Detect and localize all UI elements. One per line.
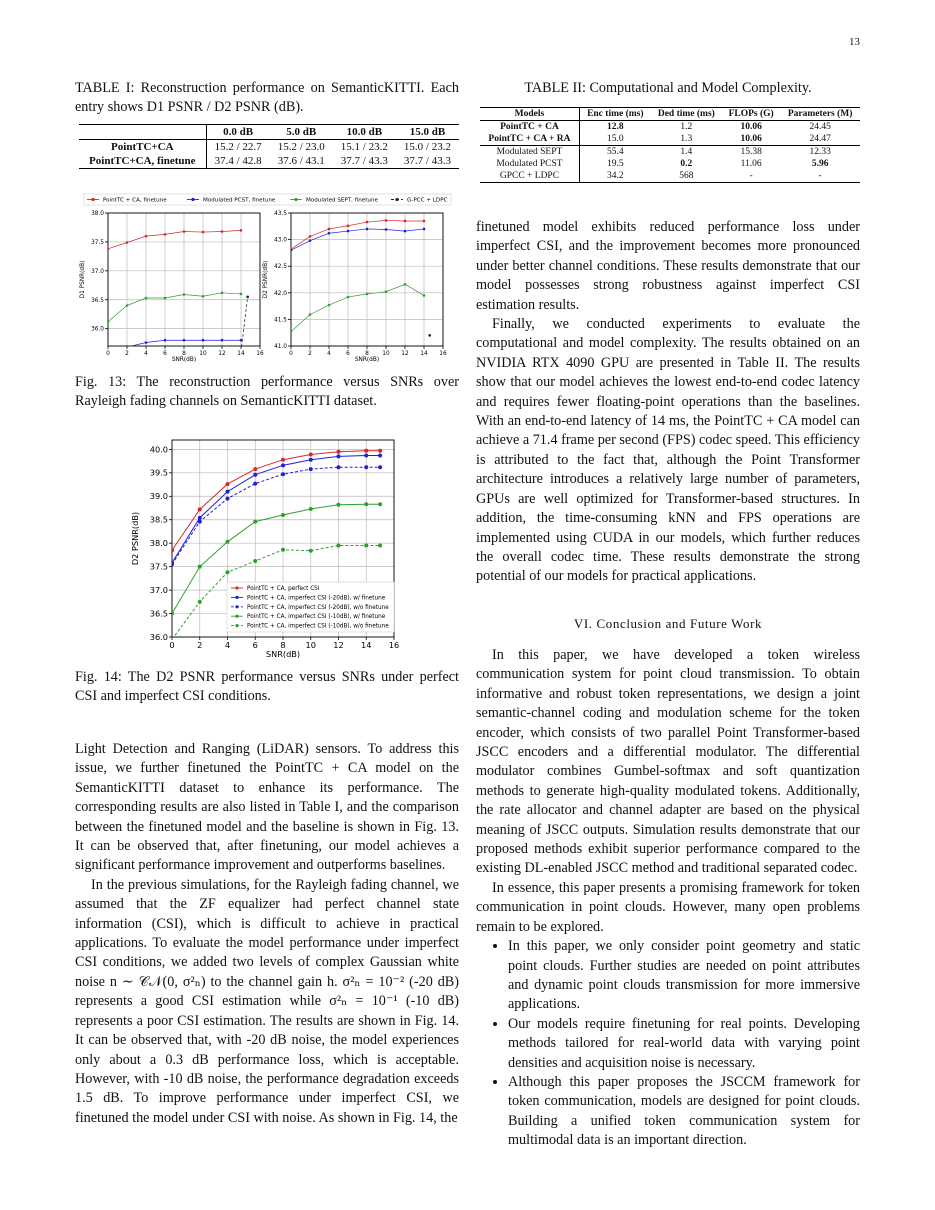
data-point	[378, 449, 382, 453]
data-point	[378, 465, 382, 469]
data-point	[404, 220, 407, 223]
x-tick-label: 8	[280, 640, 286, 651]
x-axis-label: SNR(dB)	[171, 357, 197, 363]
legend-item	[231, 624, 389, 630]
list-item: • In this paper, we only consider point geometry and static point clouds. Further studies are needed on point attributes and dynamic point clouds transmission for more immersive applications.	[508, 937, 860, 1015]
table-row	[79, 140, 459, 155]
data-point	[226, 540, 230, 544]
table2-cell: Modulated PCST	[480, 158, 579, 170]
data-point	[347, 230, 350, 233]
data-point	[385, 219, 388, 222]
data-point	[281, 548, 285, 552]
table2-cell: Modulated SEPT	[480, 146, 579, 159]
table1-cell: 37.7 / 43.3	[403, 155, 451, 167]
x-tick-label: 12	[218, 350, 226, 357]
table1-header	[79, 125, 206, 140]
legend-label: PointTC + CA, imperfect CSI (-20dB), w/ finetune	[247, 595, 386, 602]
data-point	[404, 230, 407, 233]
data-point	[202, 339, 205, 342]
table-row	[480, 133, 860, 146]
x-tick-label: 16	[439, 350, 447, 357]
data-point	[309, 458, 313, 462]
table2-cell: 5.96	[811, 159, 829, 169]
x-tick-label: 4	[327, 350, 331, 357]
table2-cell: PointTC + CA + RA	[480, 133, 579, 146]
series-line	[108, 293, 241, 322]
data-point	[423, 220, 426, 223]
table1-cell: 15.0 / 23.2	[403, 141, 451, 153]
table2-cell: GPCC + LDPC	[480, 170, 579, 183]
x-tick-label: 6	[163, 350, 167, 357]
table-row	[480, 146, 860, 159]
data-point	[337, 544, 341, 548]
x-tick-label: 10	[199, 350, 207, 357]
data-point	[423, 228, 426, 231]
series-line	[291, 284, 424, 331]
fig13-right-plot	[263, 211, 447, 363]
y-tick-label: 42.5	[274, 264, 287, 271]
x-tick-label: 0	[289, 350, 293, 357]
data-point	[385, 290, 388, 293]
data-point	[378, 544, 382, 548]
table2-cell: 12.8	[606, 122, 624, 132]
x-axis-label: SNR(dB)	[265, 649, 301, 658]
table2-cell: -	[749, 171, 753, 181]
section-title: VI. Conclusion and Future Work	[573, 616, 763, 631]
y-axis-label: D2 PSNR(dB)	[263, 260, 269, 299]
table2-cell: 11.06	[740, 159, 762, 169]
page-number: 13	[849, 36, 860, 48]
data-point	[183, 339, 186, 342]
data-point	[107, 248, 110, 251]
data-point	[309, 239, 312, 242]
data-point	[309, 313, 312, 316]
table2-header: FLOPs (G)	[728, 109, 774, 119]
table2-header: Enc time (ms)	[587, 109, 644, 119]
table2-cell: 19.5	[606, 159, 624, 169]
data-point	[253, 520, 257, 524]
data-point	[364, 453, 368, 457]
data-point	[347, 224, 350, 227]
data-point	[253, 473, 257, 477]
paragraph: Finally, we conducted experiments to evaluate the computational and model complexity. The results obtained on an NVIDIA RTX 4090 GPU are presented in Table II. The results show that our model achieves the lowest end-to-end codec latency and requires fewer floating-point operations than the baselines. With an end-to-end latency of 14 ms, the PointTC + CA model can achieve a 71.4 frame per second (FPS) codec speed. This efficiency is attributed to the fact that, although the Point Transformer architecture introduces a relatively large number of parameters, GPUs are well optimized for Transformer-based structures. In addition, the time-consuming kNN and FPS operations are implemented using CUDA in our models, which further reduces the overall codec time. These results demonstrate the strong potential of our models for practical applications.	[476, 316, 860, 585]
data-point	[107, 320, 110, 323]
y-tick-label: 38.5	[149, 514, 168, 525]
x-tick-label: 0	[169, 640, 175, 651]
y-tick-label: 36.5	[149, 608, 168, 619]
right-body-text	[476, 218, 860, 587]
x-tick-label: 0	[106, 350, 110, 357]
data-point	[337, 465, 341, 469]
table-row	[79, 154, 459, 169]
table2-cell: 12.33	[809, 147, 831, 157]
paragraph: In the previous simulations, for the Rayleigh fading channel, we assumed that the ZF equalizer had perfect channel state information (CSI), which is difficult to achieve in practical applications. To evaluate the model performance under imperfect CSI conditions, we added two levels of complex Gaussian white noise n ∼ 𝒞𝒩(0, σ²ₙ) to the channel gain h. σ²ₙ = 10⁻² (-20 dB) represents a good CSI estimation while σ²ₙ = 10⁻¹ (-10 dB) represents a poor CSI estimation. The results are shown in Fig. 14. It can be observed that, with -20 dB noise, the model experiences only about a 0.3 dB performance loss, which is acceptable. However, with -10 dB noise, the performance degradation exceeds 1.5 dB. To improve performance under imperfect CSI, we finetuned the model under CSI with noise. As shown in Fig. 14, the	[75, 876, 459, 1126]
data-point	[164, 339, 167, 342]
y-tick-label: 41.5	[274, 317, 287, 324]
y-tick-label: 42.0	[274, 290, 287, 297]
conclusion-text	[476, 646, 860, 1151]
series-group	[107, 229, 249, 353]
x-tick-label: 14	[420, 350, 428, 357]
x-tick-label: 8	[365, 350, 369, 357]
table2-header: Ded time (ms)	[657, 109, 715, 119]
x-tick-label: 2	[125, 350, 129, 357]
legend-marker	[294, 198, 297, 201]
data-point	[366, 293, 369, 296]
data-point	[364, 544, 368, 548]
data-point	[240, 229, 243, 232]
fig13-legend	[84, 194, 451, 205]
table2-cell: 568	[679, 171, 694, 181]
data-point	[378, 453, 382, 457]
data-point	[170, 548, 174, 552]
table2-cell: PointTC + CA	[480, 121, 579, 134]
data-point	[202, 231, 205, 234]
data-point	[183, 293, 186, 296]
x-tick-label: 12	[401, 350, 409, 357]
legend-marker	[91, 198, 94, 201]
series-line	[172, 451, 380, 550]
data-point	[328, 304, 331, 307]
data-point	[226, 570, 230, 574]
table2-cell: 55.4	[606, 147, 624, 157]
series-line	[291, 220, 424, 249]
x-tick-label: 2	[308, 350, 312, 357]
data-point	[366, 221, 369, 224]
y-tick-label: 38.0	[91, 211, 104, 218]
legend-marker	[395, 198, 398, 201]
x-tick-label: 2	[197, 640, 203, 651]
data-point	[364, 465, 368, 469]
data-point	[364, 502, 368, 506]
series-line	[108, 340, 241, 350]
fig14-legend	[227, 582, 394, 632]
legend-label: Modulated PCST, finetune	[203, 197, 276, 204]
bullet-list	[476, 937, 860, 1150]
data-point	[145, 297, 148, 300]
legend-marker	[235, 615, 238, 618]
data-point	[183, 230, 186, 233]
table1-cell: 37.7 / 43.3	[340, 155, 388, 167]
data-point	[221, 292, 224, 295]
y-tick-label: 43.0	[274, 237, 287, 244]
data-point	[378, 502, 382, 506]
paragraph: Light Detection and Ranging (LiDAR) sensors. To address this issue, we further finetuned the PointTC + CA model on the SemanticKITTI dataset to enhance its performance. The corresponding results are also listed in Table I, and the comparison between the finetuned model and the baseline is shown in Fig. 13. It can be observed that, after finetuning, our model achieves a significant performance improvement and outperforms baselines.	[75, 741, 459, 874]
legend-marker	[235, 596, 238, 599]
x-tick-label: 16	[256, 350, 264, 357]
table-row	[480, 158, 860, 170]
series-line	[108, 230, 241, 249]
y-tick-label: 37.0	[91, 268, 104, 275]
legend-label: G-PCC + LDPC	[407, 197, 448, 204]
y-tick-label: 41.0	[274, 344, 287, 351]
data-point	[423, 294, 426, 297]
legend-item	[231, 595, 386, 601]
legend-label: Modulated SEPT, finetune	[306, 197, 378, 204]
data-point	[170, 562, 174, 566]
table1-caption: TABLE I: Reconstruction performance on SemanticKITTI. Each entry shows D1 PSNR / D2 PSNR (dB).	[75, 80, 459, 115]
y-tick-label: 39.0	[149, 491, 168, 502]
data-point	[164, 297, 167, 300]
series-line	[172, 455, 380, 562]
data-point	[281, 458, 285, 462]
series-line	[241, 297, 248, 352]
data-point	[198, 516, 202, 520]
data-point	[428, 334, 431, 337]
series-group	[290, 219, 431, 337]
data-point	[126, 304, 129, 307]
fig13-chart	[75, 193, 459, 363]
data-point	[145, 235, 148, 238]
list-item: • Our models require finetuning for real points. Developing methods tailored for real-world data with varying point densities and acquisition noise is necessary.	[508, 1015, 860, 1073]
data-point	[309, 467, 313, 471]
y-tick-label: 36.0	[91, 326, 104, 333]
data-point	[385, 228, 388, 231]
table1-cell: 37.4 / 42.8	[214, 155, 262, 167]
table1-cell: 15.2 / 22.7	[214, 141, 262, 153]
data-point	[404, 283, 407, 286]
x-tick-label: 14	[361, 640, 372, 651]
legend-label: PointTC + CA, imperfect CSI (-10dB), w/o finetune	[247, 623, 389, 630]
table2-header: Parameters (M)	[787, 109, 853, 119]
data-point	[202, 295, 205, 298]
y-tick-label: 36.5	[91, 297, 104, 304]
y-tick-label: 37.5	[91, 239, 104, 246]
fig13-left-plot	[80, 211, 264, 363]
data-point	[309, 549, 313, 553]
legend-marker	[235, 605, 238, 608]
legend-label: PointTC + CA, perfect CSI	[247, 585, 320, 592]
data-point	[145, 341, 148, 344]
data-point	[281, 513, 285, 517]
data-point	[198, 600, 202, 604]
x-tick-label: 6	[346, 350, 350, 357]
table1-header: 5.0 dB	[286, 126, 317, 138]
table2	[480, 107, 860, 183]
x-tick-label: 4	[144, 350, 148, 357]
fig14-chart	[127, 436, 467, 658]
table1-cell: 15.2 / 23.0	[277, 141, 325, 153]
table2-cell: 10.06	[740, 134, 762, 144]
x-axis-label: SNR(dB)	[354, 357, 380, 363]
x-tick-label: 8	[182, 350, 186, 357]
data-point	[198, 520, 202, 524]
legend-marker	[191, 198, 194, 201]
table2-cell: 1.4	[680, 147, 693, 157]
data-point	[290, 330, 293, 333]
data-point	[364, 449, 368, 453]
data-point	[198, 507, 202, 511]
data-point	[337, 450, 341, 454]
table1-header: 15.0 dB	[409, 126, 446, 138]
x-tick-label: 12	[333, 640, 344, 651]
paragraph: In this paper, we have developed a token wireless communication system for point cloud transmission. To obtain informative and robust token representations, we design a joint semantic-channel coding and modulation scheme for the token encoder, which consists of two parallel Point Transformer-based JSCC encoders and a differential modulator. The differential modulator combines Gumbel-softmax and soft quantization methods to generate high-quality modulated tokens. Additionally, the rate allocator and channel adapter are based on the physical meaning of JSCC outputs. Simulation results demonstrate that our proposed methods exhibit superior performance compared to the existing DL-enabled JSCC method and traditional separated codec.	[476, 647, 860, 877]
y-tick-label: 39.5	[149, 467, 168, 478]
table2-cell: 24.47	[809, 134, 831, 144]
data-point	[126, 241, 129, 244]
table2-cell: 24.45	[809, 122, 831, 132]
x-tick-label: 10	[382, 350, 390, 357]
data-point	[226, 497, 230, 501]
y-tick-label: 37.0	[149, 584, 168, 595]
data-point	[328, 232, 331, 235]
table-row	[480, 170, 860, 183]
data-point	[366, 228, 369, 231]
table-row	[480, 121, 860, 134]
legend-marker	[235, 586, 238, 589]
data-point	[226, 482, 230, 486]
data-point	[226, 490, 230, 494]
paragraph: In essence, this paper presents a promising framework for token communication in point clouds. However, many open problems remain to be explored.	[476, 879, 860, 935]
data-point	[337, 503, 341, 507]
legend-label: PointTC + CA, finetune	[103, 197, 167, 204]
x-tick-label: 6	[252, 640, 258, 651]
data-point	[281, 472, 285, 476]
table2-header: Models	[480, 108, 579, 121]
table2-cell: 0.2	[680, 159, 693, 169]
table2-cell: 1.3	[680, 134, 693, 144]
legend-item	[231, 605, 389, 611]
list-item: • Although this paper proposes the JSCCM framework for token communication, models are designed for point clouds. Building a unified token communication system for multimodal data is an important direction.	[508, 1073, 860, 1151]
data-point	[309, 507, 313, 511]
table1-header: 10.0 dB	[346, 126, 383, 138]
table1-cell: 15.1 / 23.2	[340, 141, 388, 153]
data-point	[290, 249, 293, 252]
table1-cell: PointTC+CA, finetune	[79, 154, 206, 169]
left-body-text	[75, 740, 459, 1128]
table1-header: 0.0 dB	[223, 126, 254, 138]
y-axis-label: D2 PSNR(dB)	[130, 511, 140, 566]
data-point	[221, 230, 224, 233]
table1-cell: PointTC+CA	[79, 140, 206, 155]
data-point	[240, 293, 243, 296]
data-point	[309, 235, 312, 238]
legend-label: PointTC + CA, imperfect CSI (-20dB), w/o finetune	[247, 604, 389, 611]
legend-label: PointTC + CA, imperfect CSI (-10dB), w/ finetune	[247, 614, 386, 621]
fig13-caption: Fig. 13: The reconstruction performance versus SNRs over Rayleigh fading channels on SemanticKITTI dataset.	[75, 374, 459, 409]
table2-cell: 15.38	[740, 147, 762, 157]
y-tick-label: 40.0	[149, 444, 168, 455]
data-point	[253, 467, 257, 471]
legend-marker	[235, 624, 238, 627]
data-point	[253, 559, 257, 563]
y-tick-label: 38.0	[149, 538, 168, 549]
data-point	[198, 565, 202, 569]
data-point	[164, 233, 167, 236]
data-point	[309, 453, 313, 457]
y-tick-label: 37.5	[149, 561, 168, 572]
x-tick-label: 16	[388, 640, 400, 651]
data-point	[246, 296, 249, 299]
data-point	[347, 296, 350, 299]
table2-cell: 34.2	[606, 171, 624, 181]
x-tick-label: 10	[305, 640, 316, 651]
y-tick-label: 36.0	[149, 631, 168, 642]
legend-item	[231, 614, 386, 620]
data-point	[337, 454, 341, 458]
y-axis-label: D1 PSNR(dB)	[80, 260, 86, 299]
series-line	[172, 467, 380, 564]
table2-cell: 15.0	[606, 134, 624, 144]
table1-cell: 37.6 / 43.1	[277, 155, 325, 167]
table2-cell: -	[818, 171, 822, 181]
table1	[79, 124, 459, 169]
x-tick-label: 4	[224, 640, 231, 651]
data-point	[240, 339, 243, 342]
table2-cell: 1.2	[680, 122, 693, 132]
paragraph: finetuned model exhibits reduced performance loss under imperfect CSI, and the improvement becomes more pronounced under better channel conditions. These results demonstrate that our model possesses strong robustness against imperfect CSI estimation results.	[476, 219, 860, 313]
y-tick-label: 43.5	[274, 211, 287, 218]
table2-cell: 10.06	[740, 122, 762, 132]
data-point	[221, 339, 224, 342]
table2-caption: TABLE II: Computational and Model Complexity.	[524, 80, 812, 96]
data-point	[281, 463, 285, 467]
data-point	[253, 482, 257, 486]
data-point	[328, 228, 331, 231]
fig14-caption: Fig. 14: The D2 PSNR performance versus SNRs under perfect CSI and imperfect CSI conditions.	[75, 669, 459, 704]
x-tick-label: 14	[237, 350, 245, 357]
